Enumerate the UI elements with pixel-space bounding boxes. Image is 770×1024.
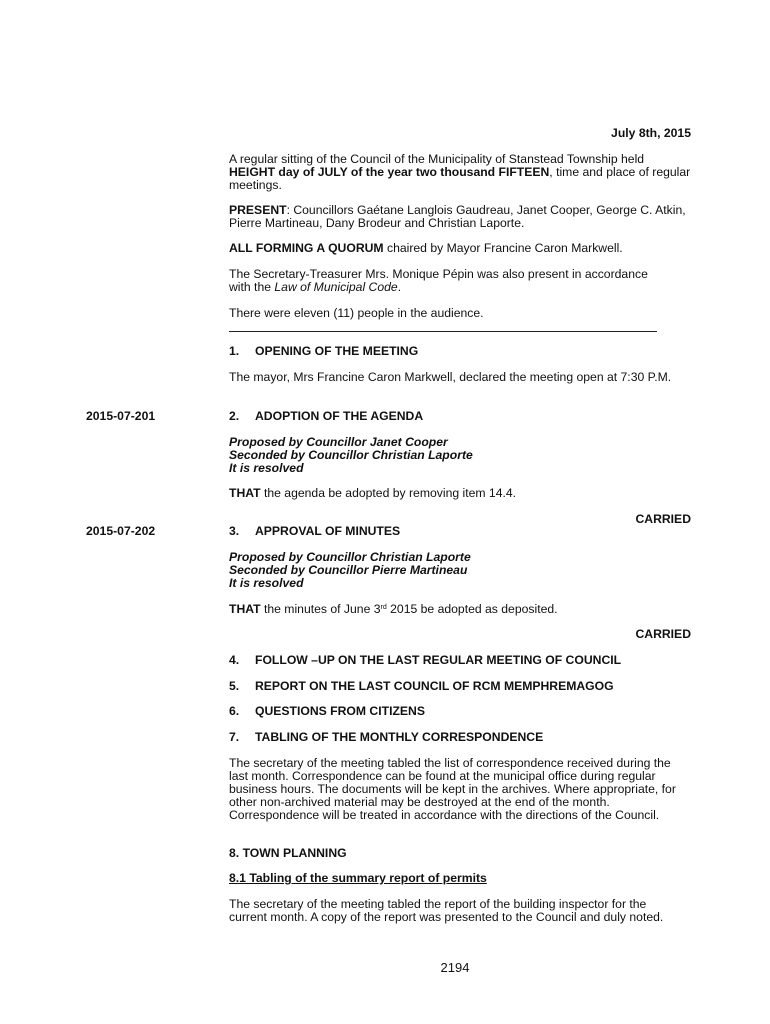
section-heading: 1. OPENING OF THE MEETING [229,344,419,358]
section-heading: 5. REPORT ON THE LAST COUNCIL OF RCM MEMPHREMAGOG [229,679,614,693]
divider [229,331,657,332]
intro-paragraph: A regular sitting of the Council of the Municipality of Stanstead Township held HEIGHT day of JULY of the year two thousand FIFTEEN, time and place of regular meetings. [229,152,691,192]
subsection-heading: 8.1 Tabling of the summary report of permits [229,871,487,885]
resolution-text: THAT the agenda be adopted by removing item 14.4. [229,486,517,500]
opening-paragraph: The mayor, Mrs Francine Caron Markwell, declared the meeting open at 7:30 P.M. [229,370,672,384]
section-heading: 2. ADOPTION OF THE AGENDA [229,409,424,423]
page-number: 2194 [440,960,470,975]
quorum-paragraph: ALL FORMING A QUORUM chaired by Mayor Francine Caron Markwell. [229,241,623,255]
section-heading: 4. FOLLOW –UP ON THE LAST REGULAR MEETING OF COUNCIL [229,653,622,667]
secretary-paragraph: The Secretary-Treasurer Mrs. Monique Pépin was also present in accordance with the Law of Municipal Code. [229,267,648,294]
resolution-number: 2015-07-202 [86,524,156,538]
carried-label: CARRIED [635,512,691,526]
meeting-date: July 8th, 2015 [611,126,691,140]
carried-label: CARRIED [635,627,691,641]
resolution-text: THAT the minutes of June 3rd 2015 be adopted as deposited. [229,602,558,616]
audience-paragraph: There were eleven (11) people in the audience. [229,306,484,320]
section-heading: 8. TOWN PLANNING [229,846,347,860]
section-heading: 7. TABLING OF THE MONTHLY CORRESPONDENCE [229,730,544,744]
correspondence-paragraph: The secretary of the meeting tabled the list of correspondence received during the last month. Correspondence can be found at the municipal office during regular business hours. The documents will be kept in the archives. Where appropriate, for other non-archived material may be destroyed at the end of the month. Correspondence will be treated in accordance with the directions of the Council. [229,756,676,822]
present-paragraph: PRESENT: Councillors Gaétane Langlois Gaudreau, Janet Cooper, George C. Atkin, Pierre Martineau, Dany Brodeur and Christian Laporte. [229,203,686,230]
motion-block: Proposed by Councillor Christian Laporte Seconded by Councillor Pierre Martineau It is resolved [229,550,471,590]
permits-paragraph: The secretary of the meeting tabled the report of the building inspector for the current month. A copy of the report was presented to the Council and duly noted. [229,897,664,924]
motion-block: Proposed by Councillor Janet Cooper Seconded by Councillor Christian Laporte It is resolved [229,435,473,475]
section-heading: 3. APPROVAL OF MINUTES [229,524,401,538]
section-heading: 6. QUESTIONS FROM CITIZENS [229,704,425,718]
resolution-number: 2015-07-201 [86,409,156,423]
